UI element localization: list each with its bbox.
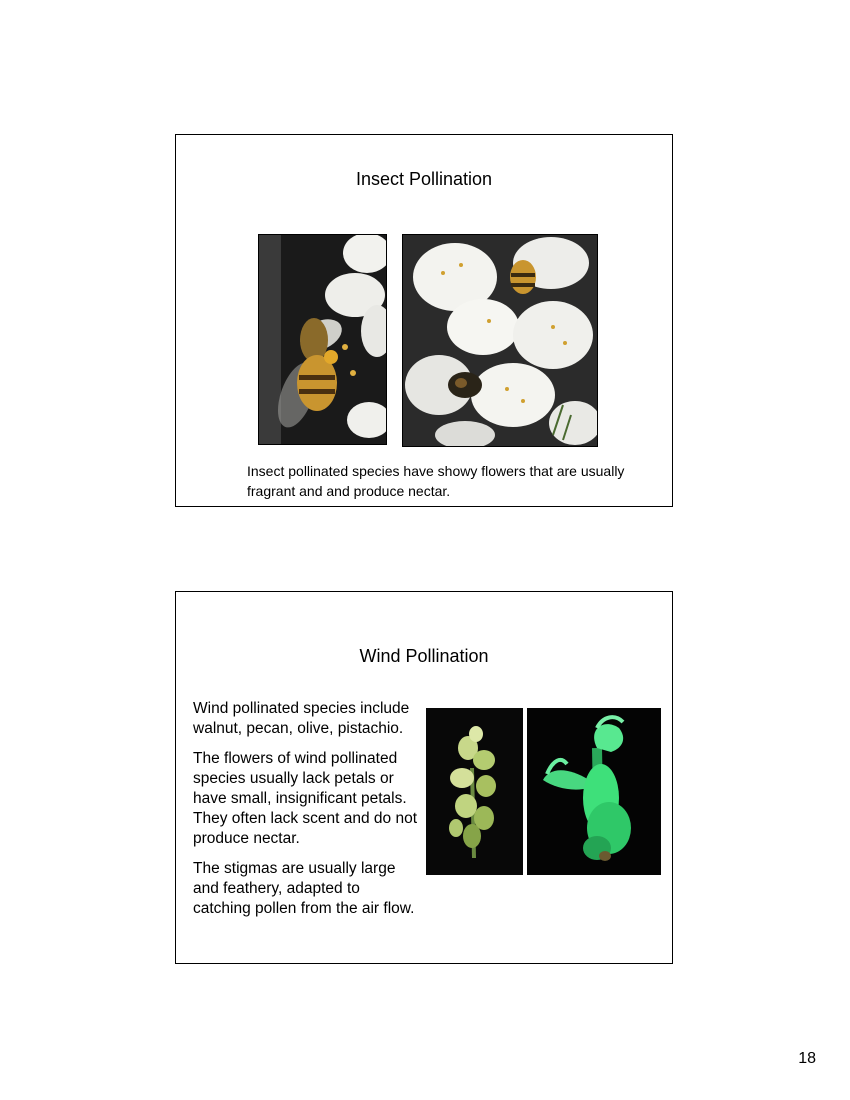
feathery-stigma-photo xyxy=(527,708,661,875)
bees-on-cherry-blossoms-photo xyxy=(402,234,598,447)
body-paragraph: The flowers of wind pollinated species usually lack petals or have small, insignificant petals. They often lack scent and do not produce nectar. xyxy=(193,750,418,847)
catkin-flower-photo xyxy=(426,708,523,875)
slide-title: Insect Pollination xyxy=(355,169,493,189)
body-paragraph: Wind pollinated species include walnut, pecan, olive, pistachio. xyxy=(193,700,410,737)
slide-caption: Insect pollinated species have showy flowers that are usually fragrant and and produce nectar. xyxy=(247,463,625,499)
slide-title: Wind Pollination xyxy=(359,646,489,666)
slide-insect-pollination xyxy=(175,134,673,507)
page-number: 18 xyxy=(798,1050,816,1067)
slide-body xyxy=(193,699,418,929)
body-paragraph: The stigmas are usually large and feathery, adapted to catching pollen from the air flow. xyxy=(193,860,415,917)
slide-wind-pollination xyxy=(175,591,673,964)
bee-on-blossom-photo xyxy=(258,234,387,445)
